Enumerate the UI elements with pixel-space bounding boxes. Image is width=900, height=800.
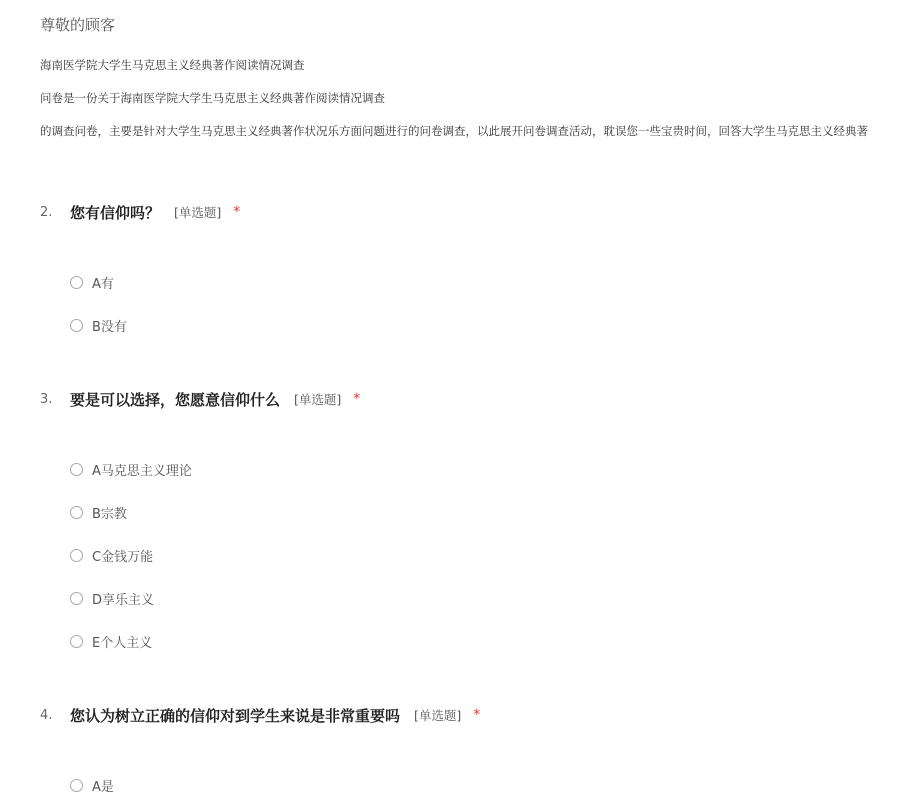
- question-number: 4.: [40, 707, 53, 723]
- radio-button[interactable]: [70, 549, 83, 562]
- option-q3-e[interactable]: [70, 631, 152, 651]
- survey-description-line: 问卷是一份关于海南医学院大学生马克思主义经典著作阅读情况调查: [40, 91, 385, 105]
- required-asterisk: *: [473, 707, 481, 723]
- required-asterisk: *: [233, 204, 241, 220]
- radio-button[interactable]: [70, 276, 83, 289]
- radio-button[interactable]: [70, 319, 83, 332]
- option-q3-b[interactable]: [70, 502, 127, 522]
- required-asterisk: *: [353, 391, 361, 407]
- question-title: 您有信仰吗？: [70, 203, 161, 222]
- option-label[interactable]: A马克思主义理论: [92, 463, 192, 479]
- radio-button[interactable]: [70, 635, 83, 648]
- question-header: [40, 387, 360, 411]
- question-title: 要是可以选择，您愿意信仰什么: [70, 390, 281, 409]
- radio-button[interactable]: [70, 779, 83, 792]
- question-title: 您认为树立正确的信仰对到学生来说是非常重要吗: [70, 706, 401, 725]
- greeting-text: 尊敬的顾客: [40, 16, 116, 34]
- radio-button[interactable]: [70, 592, 83, 605]
- radio-button[interactable]: [70, 506, 83, 519]
- option-q2-b[interactable]: [70, 315, 127, 335]
- option-q4-a[interactable]: [70, 775, 114, 795]
- question-number: 2.: [40, 204, 53, 220]
- survey-description-line: 的调查问卷，主要是针对大学生马克思主义经典著作状况乐方面问题进行的问卷调查，以此展开问卷调查活动，耽误您一些宝贵时间，回答大学生马克思主义经典著: [40, 124, 868, 138]
- radio-button[interactable]: [70, 463, 83, 476]
- option-q2-a[interactable]: [70, 272, 114, 292]
- option-label[interactable]: E个人主义: [92, 635, 153, 651]
- option-label[interactable]: C金钱万能: [92, 549, 154, 565]
- option-q3-c[interactable]: [70, 545, 153, 565]
- question-type-label: [单选题]: [414, 708, 462, 723]
- option-label[interactable]: A有: [92, 276, 114, 292]
- option-q3-d[interactable]: [70, 588, 154, 608]
- question-type-label: [单选题]: [174, 205, 222, 220]
- option-label[interactable]: A是: [92, 779, 114, 795]
- question-header: [40, 200, 240, 224]
- question-number: 3.: [40, 391, 53, 407]
- survey-title-text: 海南医学院大学生马克思主义经典著作阅读情况调查: [40, 58, 305, 72]
- option-label[interactable]: B宗教: [92, 506, 127, 522]
- option-q3-a[interactable]: [70, 459, 192, 479]
- question-type-label: [单选题]: [294, 392, 342, 407]
- option-label[interactable]: D享乐主义: [92, 592, 155, 608]
- option-label[interactable]: B没有: [92, 319, 127, 335]
- question-header: [40, 703, 480, 727]
